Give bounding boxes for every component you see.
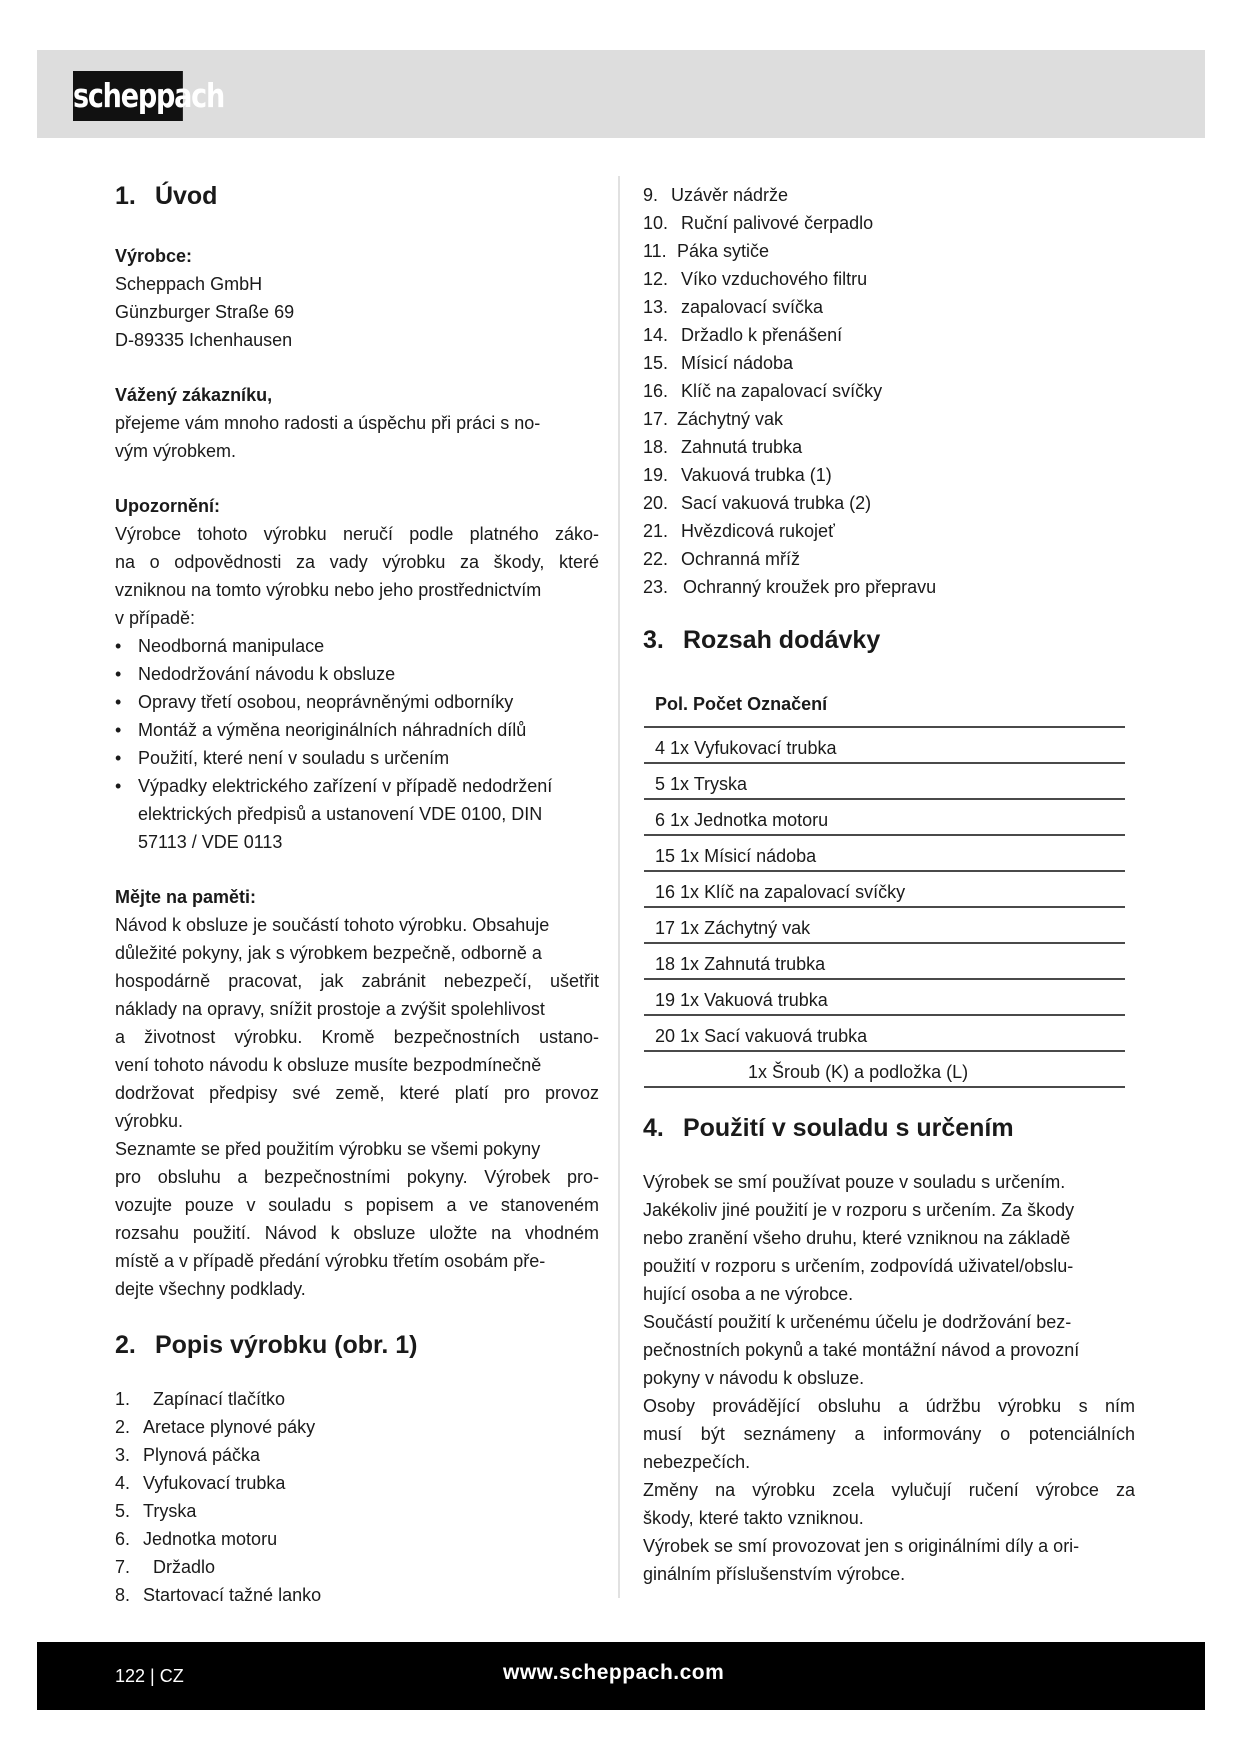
greeting-line: vým výrobkem.	[115, 441, 237, 461]
cell-name: Zahnutá trubka	[704, 954, 826, 974]
cell-qty: 1x	[670, 738, 690, 758]
table-row	[644, 835, 1125, 871]
table-cell	[644, 763, 1125, 799]
table-cell	[644, 799, 1125, 835]
item-number: 9.	[643, 185, 659, 205]
list-item	[643, 405, 1135, 433]
notice-line: na o odpovědnosti za vady výrobku za škody, které	[115, 552, 599, 572]
right-column	[643, 181, 1135, 1588]
item-text: zapalovací svíčka	[681, 297, 824, 317]
paragraph-line: pokyny v návodu k obsluze.	[643, 1368, 865, 1388]
section-2-heading	[115, 1327, 599, 1363]
cell-qty: 1x	[680, 1026, 700, 1046]
bullet-text: 57113 / VDE 0113	[138, 832, 283, 852]
paragraph-line: Výrobek se smí provozovat jen s originálními díly a ori-	[643, 1536, 1080, 1556]
bullet-item	[115, 688, 599, 716]
cell-name: Šroub (K) a podložka (L)	[772, 1062, 969, 1082]
remember-line: hospodárně pracovat, jak zabránit nebezpečí, ušetřit	[115, 971, 599, 991]
bullet-text: Použití, které není v souladu s určením	[138, 748, 450, 768]
cell-name: Záchytný vak	[704, 918, 811, 938]
table-row	[644, 871, 1125, 907]
manufacturer-line: Günzburger Straße 69	[115, 302, 295, 322]
item-number: 11.	[643, 241, 667, 261]
item-text: Mísicí nádoba	[681, 353, 794, 373]
cell-qty: 1x	[748, 1062, 768, 1082]
section-title: Popis výrobku (obr. 1)	[154, 1331, 418, 1359]
delivery-table	[644, 682, 1125, 1088]
cell-name: Vyfukovací trubka	[694, 738, 837, 758]
cell-qty: 1x	[680, 990, 700, 1010]
item-text: Aretace plynové páky	[143, 1417, 316, 1437]
item-number: 10.	[643, 213, 669, 233]
section-number: 1.	[115, 182, 136, 210]
paragraph-line: použití v rozporu s určením, zodpovídá uživatel/obslu-	[643, 1256, 1074, 1276]
remember-line: dejte všechny podklady.	[115, 1279, 306, 1299]
item-number: 12.	[643, 269, 669, 289]
table-cell	[644, 835, 1125, 871]
table-cell	[644, 907, 1125, 943]
table-row	[644, 907, 1125, 943]
item-number: 21.	[643, 521, 669, 541]
item-text: Uzávěr nádrže	[671, 185, 789, 205]
item-text: Ruční palivové čerpadlo	[681, 213, 874, 233]
remember-line: vozujte pouze v souladu s popisem a ve stanoveném	[115, 1195, 599, 1215]
section-number: 4.	[643, 1114, 664, 1142]
table-row	[644, 943, 1125, 979]
left-column	[115, 178, 599, 1609]
table-cell	[644, 943, 1125, 979]
item-number: 2.	[115, 1417, 131, 1437]
list-item	[643, 545, 1135, 573]
item-number: 8.	[115, 1585, 131, 1605]
notice-line: v případě:	[115, 608, 196, 628]
cell-pos: 4	[655, 738, 666, 758]
cell-name: Klíč na zapalovací svíčky	[704, 882, 906, 902]
table-cell	[644, 1015, 1125, 1051]
paragraph-line: Osoby provádějící obsluhu a údržbu výrobku s ním	[643, 1396, 1135, 1416]
section-title: Rozsah dodávky	[682, 626, 881, 654]
item-text: Tryska	[143, 1501, 197, 1521]
list-item	[115, 1553, 599, 1581]
list-item	[643, 321, 1135, 349]
paragraph-line: Výrobek se smí používat pouze v souladu s určením.	[643, 1172, 1066, 1192]
remember-line: důležité pokyny, jak s výrobkem bezpečně, odborně a	[115, 943, 542, 963]
bullet-text: elektrických předpisů a ustanovení VDE 0100, DIN	[138, 804, 543, 824]
section-3-heading	[643, 622, 1135, 658]
list-item	[115, 1497, 599, 1525]
list-item	[115, 1525, 599, 1553]
bullet-text: Neodborná manipulace	[138, 636, 325, 656]
cell-pos: 6	[655, 810, 666, 830]
item-number: 3.	[115, 1445, 131, 1465]
list-item	[115, 1441, 599, 1469]
item-number: 6.	[115, 1529, 131, 1549]
item-number: 16.	[643, 381, 669, 401]
section-1-heading	[115, 178, 599, 214]
notice-label: Upozornění:	[115, 496, 220, 516]
item-text: Páka sytiče	[677, 241, 770, 261]
header-name: Označení	[747, 694, 828, 714]
item-text: Vakuová trubka (1)	[681, 465, 832, 485]
table-cell	[644, 979, 1125, 1015]
item-number: 19.	[643, 465, 669, 485]
cell-pos: 17	[655, 918, 676, 938]
bullet-item	[115, 772, 599, 856]
header-pos: Pol.	[655, 694, 689, 714]
cell-qty: 1x	[680, 882, 700, 902]
item-text: Hvězdicová rukojeť	[681, 521, 835, 541]
table-row	[644, 763, 1125, 799]
item-number: 22.	[643, 549, 669, 569]
cell-qty: 1x	[670, 810, 690, 830]
paragraph-line: musí být seznámeny a informovány o potenciálních	[643, 1424, 1135, 1444]
remember-line: rozsahu použití. Návod k obsluze uložte na vhodném	[115, 1223, 599, 1243]
list-item	[643, 489, 1135, 517]
list-item	[643, 377, 1135, 405]
list-item	[643, 433, 1135, 461]
item-number: 13.	[643, 297, 669, 317]
paragraph-line: ginálním příslušenstvím výrobce.	[643, 1564, 906, 1584]
bullet-item	[115, 632, 599, 660]
list-item	[643, 209, 1135, 237]
greeting-line: přejeme vám mnoho radosti a úspěchu při práci s no-	[115, 413, 541, 433]
list-item	[643, 237, 1135, 265]
manufacturer-line: D-89335 Ichenhausen	[115, 330, 293, 350]
greeting-label: Vážený zákazníku,	[115, 385, 273, 405]
paragraph-line: Změny na výrobku zcela vylučují ručení výrobce za	[643, 1480, 1135, 1500]
notice-line: Výrobce tohoto výrobku neručí podle platného záko-	[115, 524, 599, 544]
remember-line: vení tohoto návodu k obsluze musíte bezpodmínečně	[115, 1055, 542, 1075]
cell-name: Jednotka motoru	[694, 810, 829, 830]
bullet-text: Montáž a výměna neoriginálních náhradních dílů	[138, 720, 527, 740]
cell-name: Vakuová trubka	[704, 990, 828, 1010]
item-text: Víko vzduchového filtru	[681, 269, 868, 289]
remember-line: Seznamte se před použitím výrobku se všemi pokyny	[115, 1139, 541, 1159]
paragraph-line: škody, které takto vzniknou.	[643, 1508, 864, 1528]
item-number: 15.	[643, 353, 669, 373]
cell-pos: 15	[655, 846, 676, 866]
cell-qty: 1x	[680, 918, 700, 938]
bullet-item	[115, 716, 599, 744]
item-text: Vyfukovací trubka	[143, 1473, 286, 1493]
table-cell	[644, 727, 1125, 763]
remember-line: a životnost výrobku. Kromě bezpečnostních ustano-	[115, 1027, 599, 1047]
item-number: 17.	[643, 409, 669, 429]
table-cell	[644, 1051, 1125, 1087]
item-number: 23.	[643, 577, 669, 597]
bullet-item	[115, 660, 599, 688]
remember-line: dodržovat předpisy své země, které platí pro provoz	[115, 1083, 599, 1103]
cell-name: Mísicí nádoba	[704, 846, 817, 866]
item-text: Držadlo k přenášení	[681, 325, 843, 345]
item-text: Klíč na zapalovací svíčky	[681, 381, 883, 401]
section-number: 3.	[643, 626, 664, 654]
cell-qty: 1x	[670, 774, 690, 794]
cell-pos: 5	[655, 774, 666, 794]
manufacturer-label: Výrobce:	[115, 246, 193, 266]
paragraph-line: Jakékoliv jiné použití je v rozporu s určením. Za škody	[643, 1200, 1075, 1220]
section-4-heading	[643, 1110, 1135, 1146]
footer-bar	[37, 1642, 1205, 1710]
bullet-text: • Výpadky elektrického zařízení v případě nedodržení	[138, 776, 553, 796]
table-row	[644, 799, 1125, 835]
paragraph-line: Součástí použití k určenému účelu je dodržování bez-	[643, 1312, 1072, 1332]
section-number: 2.	[115, 1331, 136, 1359]
remember-line: Návod k obsluze je součástí tohoto výrobku. Obsahuje	[115, 915, 550, 935]
column-divider	[618, 176, 620, 1598]
item-text: Záchytný vak	[677, 409, 784, 429]
scheppach-logo: scheppach	[73, 71, 183, 121]
list-item	[643, 265, 1135, 293]
list-item	[115, 1385, 599, 1413]
table-header-row	[644, 682, 1125, 727]
item-number: 14.	[643, 325, 669, 345]
cell-name: Sací vakuová trubka	[704, 1026, 868, 1046]
item-text: Jednotka motoru	[143, 1529, 278, 1549]
list-item	[643, 349, 1135, 377]
list-item	[115, 1413, 599, 1441]
table-row	[644, 979, 1125, 1015]
list-item	[643, 293, 1135, 321]
paragraph-line: nebezpečích.	[643, 1452, 751, 1472]
item-text: Plynová páčka	[143, 1445, 261, 1465]
remember-line: výrobku.	[115, 1111, 184, 1131]
list-item	[643, 517, 1135, 545]
remember-line: místě a v případě předání výrobku třetím osobám pře-	[115, 1251, 546, 1271]
item-text: Sací vakuová trubka (2)	[681, 493, 872, 513]
item-number: 18.	[643, 437, 669, 457]
list-item	[643, 181, 1135, 209]
item-text: Zahnutá trubka	[681, 437, 803, 457]
paragraph-line: hující osoba a ne výrobce.	[643, 1284, 854, 1304]
cell-pos: 16	[655, 882, 676, 902]
table-cell	[644, 871, 1125, 907]
item-number: 4.	[115, 1473, 131, 1493]
paragraph-line: pečnostních pokynů a také montážní návod a provozní	[643, 1340, 1080, 1360]
table-row	[644, 1015, 1125, 1051]
manufacturer-line: Scheppach GmbH	[115, 274, 263, 294]
cell-pos: 20	[655, 1026, 676, 1046]
cell-name: Tryska	[693, 774, 748, 794]
section-title: Úvod	[154, 182, 218, 210]
item-text: Startovací tažné lanko	[143, 1585, 322, 1605]
bullet-text: Opravy třetí osobou, neoprávněnými odborníky	[138, 692, 514, 712]
list-item	[643, 573, 1135, 601]
table-row	[644, 727, 1125, 763]
section-title: Použití v souladu s určením	[682, 1114, 1014, 1142]
cell-pos: 18	[655, 954, 676, 974]
remember-line: pro obsluhu a bezpečnostními pokyny. Výrobek pro-	[115, 1167, 599, 1187]
notice-line: vzniknou na tomto výrobku nebo jeho prostřednictvím	[115, 580, 542, 600]
cell-pos: 19	[655, 990, 676, 1010]
header-band	[37, 50, 1205, 138]
item-number: 20.	[643, 493, 669, 513]
cell-qty: 1x	[680, 846, 700, 866]
list-item	[643, 461, 1135, 489]
bullet-item	[115, 744, 599, 772]
table-row	[644, 1051, 1125, 1087]
remember-line: náklady na opravy, snížit prostoje a zvýšit spolehlivost	[115, 999, 545, 1019]
item-number: 7.	[115, 1557, 131, 1577]
list-item	[115, 1469, 599, 1497]
item-number: 1.	[115, 1389, 131, 1409]
bullet-text: Nedodržování návodu k obsluze	[138, 664, 396, 684]
remember-label: Mějte na paměti:	[115, 887, 257, 907]
item-text: Zapínací tlačítko	[153, 1389, 286, 1409]
page-number: 122 | CZ	[115, 1666, 184, 1686]
footer-url[interactable]: www.scheppach.com	[503, 1661, 725, 1684]
list-item	[115, 1581, 599, 1609]
item-text: Ochranný kroužek pro přepravu	[683, 577, 937, 597]
cell-qty: 1x	[680, 954, 700, 974]
item-text: Ochranná mříž	[681, 549, 801, 569]
table-header	[644, 682, 1125, 727]
item-number: 5.	[115, 1501, 131, 1521]
paragraph-line: nebo zranění všeho druhu, které vzniknou na základě	[643, 1228, 1071, 1248]
item-text: Držadlo	[153, 1557, 216, 1577]
header-qty: Počet	[693, 694, 743, 714]
